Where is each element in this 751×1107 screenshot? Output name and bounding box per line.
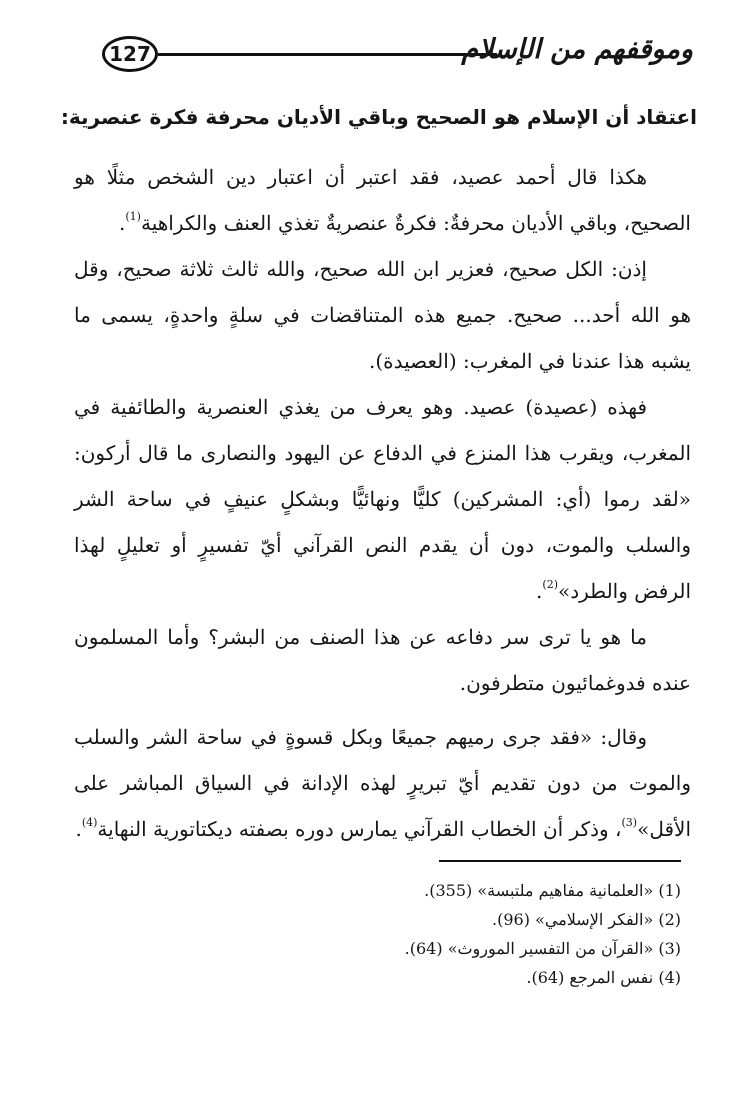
page-number: 127 <box>102 36 158 72</box>
footnote-1: (1) «العلمانية مفاهيم ملتبسة» (355). <box>424 881 681 900</box>
footnote-ref-2[interactable]: (2) <box>542 578 558 591</box>
paragraph-4 <box>74 614 691 706</box>
body-text <box>74 154 691 852</box>
paragraph-3 <box>74 384 691 614</box>
running-header <box>78 28 693 82</box>
footnote-ref-1[interactable]: (1) <box>125 210 141 223</box>
paragraph-3-text: فهذه (عصيدة) عصيد. وهو يعرف من يغذي العنصرية والطائفية في المغرب، ويقرب هذا المنزع في الدفاع عن اليهود والنصارى ما قال أركون: «لقد رموا (أي: المشركين) كليًّا ونهائيًّا وبشكلٍ عنيفٍ في ساحة الشر والسلب والموت، دون أن يقدم النص القرآني أيّ تفسيرٍ أو تعليلٍ لهذا الرفض والطرد» <box>74 395 691 603</box>
paragraph-5-middle: ، وذكر أن الخطاب القرآني يمارس دوره بصفته ديكتاتورية النهاية <box>97 817 622 841</box>
paragraph-4-text: ما هو يا ترى سر دفاعه عن هذا الصنف من البشر؟ وأما المسلمون عنده فدوغمائيون متطرفون. <box>74 625 691 695</box>
footnote-ref-4[interactable]: (4) <box>81 816 98 829</box>
paragraph-5-tail: . <box>75 817 82 841</box>
footnote-3: (3) «القرآن من التفسير الموروث» (64). <box>404 939 681 958</box>
footnotes-list <box>405 876 681 992</box>
header-rule <box>158 53 497 56</box>
paragraph-5-text: وقال: «فقد جرى رميهم جميعًا وبكل قسوةٍ في ساحة الشر والسلب والموت من دون تقديم أيّ تبريرٍ لهذه الإدانة في السياق المباشر على الأقل» <box>74 725 691 841</box>
paragraph-2-text: إذن: الكل صحيح، فعزير ابن الله صحيح، والله ثالث ثلاثة صحيح، وقل هو الله أحد... صحيح. جميع هذه المتناقضات في سلةٍ واحدةٍ، يسمى ما يشبه هذا عندنا في المغرب: (العصيدة). <box>74 257 691 373</box>
footnote-ref-3[interactable]: (3) <box>621 816 638 829</box>
section-heading: اعتقاد أن الإسلام هو الصحيح وباقي الأديان محرفة فكرة عنصرية: <box>60 105 697 129</box>
book-title: وموقفهم من الإسلام <box>461 34 693 65</box>
paragraph-1-text: هكذا قال أحمد عصيد، فقد اعتبر أن اعتبار دين الشخص مثلًا هو الصحيح، وباقي الأديان محرفةٌ: فكرةٌ عنصريةٌ تغذي العنف والكراهية <box>74 165 691 235</box>
footnote-separator <box>439 860 681 862</box>
footnote-2: (2) «الفكر الإسلامي» (96). <box>492 910 681 929</box>
paragraph-3-tail: . <box>536 579 543 603</box>
footnote-4: (4) نفس المرجع (64). <box>526 968 681 987</box>
paragraph-1-tail: . <box>119 211 126 235</box>
paragraph-1 <box>74 154 691 246</box>
paragraph-5 <box>74 714 691 852</box>
paragraph-2 <box>74 246 691 384</box>
